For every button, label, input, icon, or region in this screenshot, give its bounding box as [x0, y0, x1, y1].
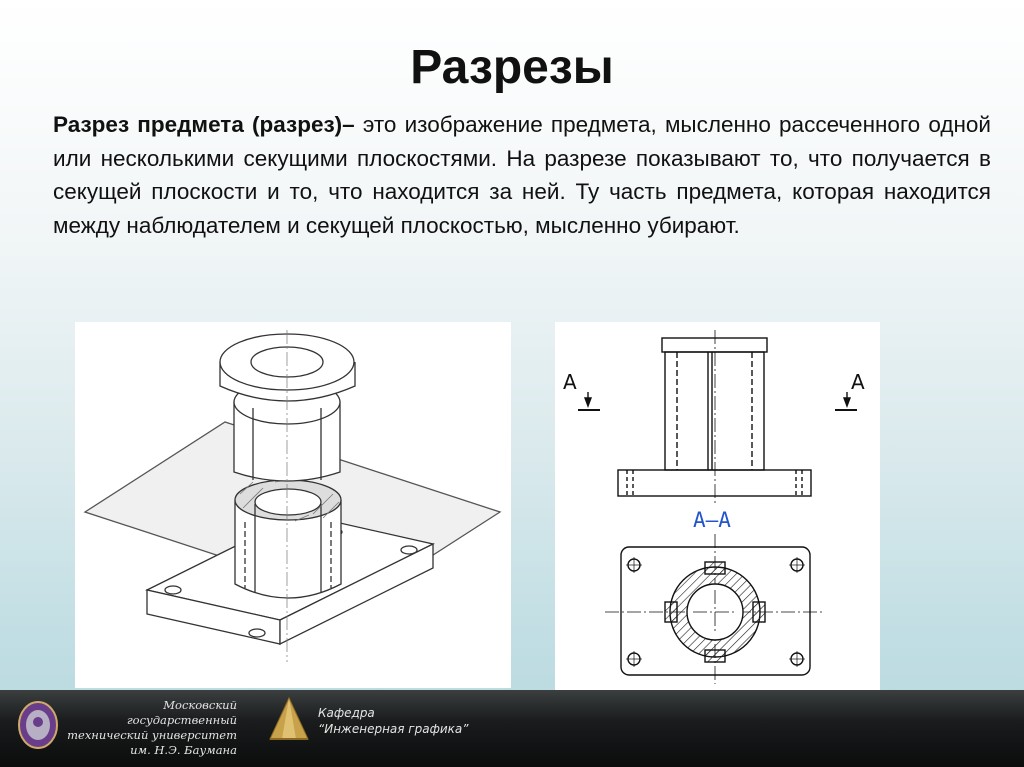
university-crest-icon — [16, 700, 60, 750]
university-line-2: технический университет — [67, 728, 237, 742]
department-line-1: Кафедра — [318, 706, 375, 720]
isometric-section-figure — [75, 322, 511, 688]
university-name — [62, 698, 237, 758]
pyramid-logo-icon — [266, 695, 312, 745]
definition-paragraph — [53, 108, 991, 242]
university-line-3: им. Н.Э. Баумана — [130, 743, 237, 757]
slide-footer — [0, 690, 1024, 767]
department-name — [318, 705, 468, 737]
cutting-plane-label-right: A — [851, 370, 865, 394]
department-line-2: “Инженерная графика” — [318, 722, 469, 736]
slide-title: Разрезы — [410, 41, 614, 94]
section-label: A–A — [693, 508, 731, 532]
definition-term: Разрез предмета (разрез)– — [53, 112, 355, 137]
definition-text: это изображение предмета, мысленно рассеченного одной или несколькими секущими плоскостями. На разрезе показывают то, что получается в секущей плоскости и то, что находится за ней. Ту часть предмета, которая находится между наблюдателем и секущей плоскостью, мысленно убирают. — [53, 112, 991, 238]
cutting-plane-label-left: A — [563, 370, 577, 394]
orthographic-section-figure — [555, 322, 880, 690]
university-line-1: Московский государственный — [126, 698, 237, 727]
